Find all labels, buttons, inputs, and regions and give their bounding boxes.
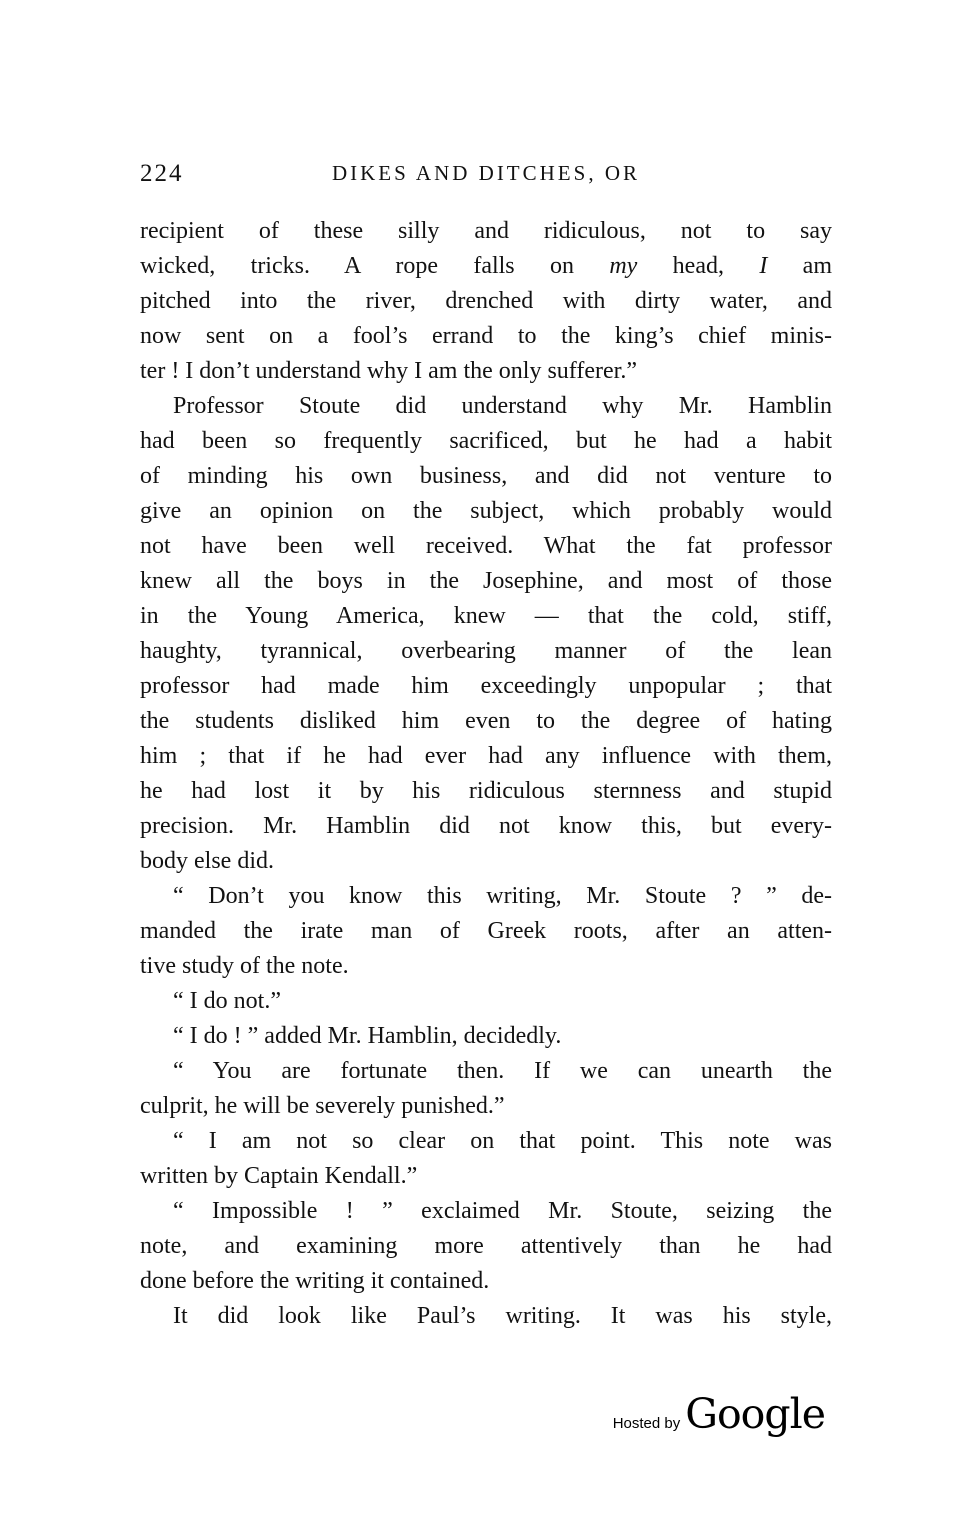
- text-run: am: [767, 253, 832, 279]
- italic-text-run: I: [759, 253, 768, 279]
- text-line: [140, 1194, 832, 1229]
- text-run: “ Don’t you know this writing, Mr. Stoute ? ” de-: [173, 883, 832, 909]
- text-line: [140, 214, 832, 249]
- text-line: [140, 634, 832, 669]
- text-line: [140, 1019, 832, 1054]
- text-line: [140, 564, 832, 599]
- text-line: [140, 914, 832, 949]
- text-run: “ I do not.”: [173, 988, 281, 1014]
- text-run: note, and examining more attentively than he had: [140, 1233, 832, 1259]
- page-number: 224: [140, 160, 184, 187]
- text-run: ter ! I don’t understand why I am the only sufferer.”: [140, 358, 637, 384]
- text-run: now sent on a fool’s errand to the king’s chief minis-: [140, 323, 832, 349]
- text-run: “ I do ! ” added Mr. Hamblin, decidedly.: [173, 1023, 562, 1049]
- text-run: done before the writing it contained.: [140, 1268, 490, 1294]
- text-run: Professor Stoute did understand why Mr. Hamblin: [173, 393, 832, 419]
- running-title: DIKES AND DITCHES, OR: [331, 161, 640, 185]
- text-run: recipient of these silly and ridiculous, not to say: [140, 218, 832, 244]
- text-run: had been so frequently sacrificed, but he had a habit: [140, 428, 832, 454]
- text-line: [140, 704, 832, 739]
- text-run: professor had made him exceedingly unpopular ; that: [140, 673, 832, 699]
- text-run: knew all the boys in the Josephine, and most of those: [140, 568, 832, 594]
- text-line: [140, 774, 832, 809]
- text-line: [140, 1264, 832, 1299]
- text-run: him ; that if he had ever had any influence with them,: [140, 743, 832, 769]
- text-run: “ You are fortunate then. If we can unearth the: [173, 1058, 832, 1084]
- text-run: head,: [637, 253, 760, 279]
- text-run: written by Captain Kendall.”: [140, 1163, 418, 1189]
- text-line: [140, 1089, 832, 1124]
- text-run: precision. Mr. Hamblin did not know this, but every-: [140, 813, 832, 839]
- text-line: [140, 424, 832, 459]
- hosted-by-label: Hosted by: [612, 1415, 681, 1432]
- text-line: [140, 1159, 832, 1194]
- text-run: give an opinion on the subject, which probably would: [140, 498, 832, 524]
- text-line: [140, 1229, 832, 1264]
- text-line: [140, 984, 832, 1019]
- text-line: [140, 599, 832, 634]
- text-line: [140, 494, 832, 529]
- text-run: not have been well received. What the fat professor: [140, 533, 832, 559]
- footer: [612, 1390, 825, 1438]
- text-line: [140, 284, 832, 319]
- text-run: the students disliked him even to the degree of hating: [140, 708, 832, 734]
- text-line: [140, 1054, 832, 1089]
- text-run: wicked, tricks. A rope falls on: [140, 253, 610, 279]
- text-line: [140, 1299, 832, 1334]
- italic-text-run: my: [609, 253, 638, 279]
- text-line: [140, 879, 832, 914]
- text-run: in the Young America, knew — that the cold, stiff,: [140, 603, 832, 629]
- text-run: he had lost it by his ridiculous sternness and stupid: [140, 778, 832, 804]
- text-line: [140, 669, 832, 704]
- text-block: [140, 214, 832, 1334]
- page-header: [140, 156, 832, 194]
- text-run: “ I am not so clear on that point. This note was: [173, 1128, 832, 1154]
- text-run: tive study of the note.: [140, 953, 349, 979]
- text-run: manded the irate man of Greek roots, after an atten-: [140, 918, 832, 944]
- text-line: [140, 249, 832, 284]
- text-line: [140, 389, 832, 424]
- text-line: [140, 844, 832, 879]
- text-run: body else did.: [140, 848, 274, 874]
- text-line: [140, 529, 832, 564]
- text-line: [140, 354, 832, 389]
- text-run: It did look like Paul’s writing. It was his style,: [173, 1303, 832, 1329]
- text-line: [140, 319, 832, 354]
- text-line: [140, 949, 832, 984]
- text-line: [140, 459, 832, 494]
- google-logo: Google: [685, 1390, 825, 1438]
- text-run: “ Impossible ! ” exclaimed Mr. Stoute, seizing the: [173, 1198, 832, 1224]
- text-run: haughty, tyrannical, overbearing manner of the lean: [140, 638, 832, 664]
- text-run: of minding his own business, and did not venture to: [140, 463, 832, 489]
- text-line: [140, 739, 832, 774]
- text-run: pitched into the river, drenched with dirty water, and: [140, 288, 832, 314]
- text-run: culprit, he will be severely punished.”: [140, 1093, 505, 1119]
- text-line: [140, 1124, 832, 1159]
- text-line: [140, 809, 832, 844]
